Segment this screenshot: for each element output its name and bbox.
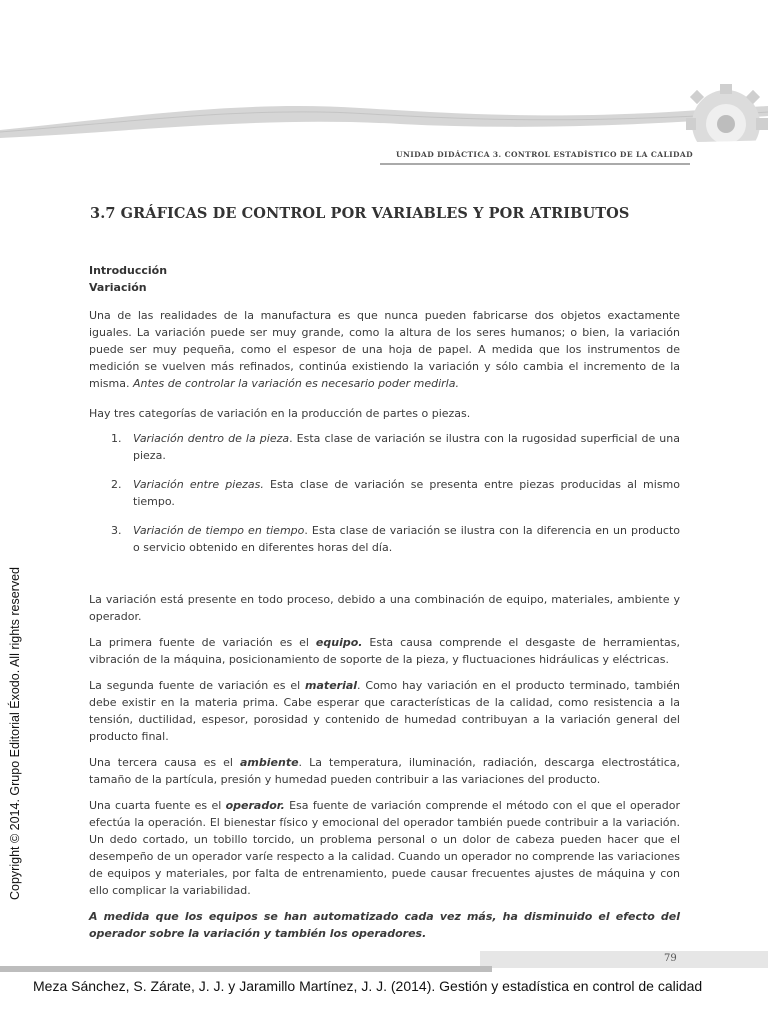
sources-intro: La variación está presente en todo proceso, debido a una combinación de equipo, materiales, ambiente y operador. — [89, 593, 680, 623]
list-number: 2. — [111, 478, 122, 491]
category-term: Variación dentro de la pieza — [133, 432, 290, 445]
variation-categories-list — [89, 430, 680, 556]
footer-band — [480, 951, 768, 968]
source-paragraph-environment — [89, 754, 680, 788]
paragraph-variation-emphasis: Antes de controlar la variación es necesario poder medirla. — [132, 377, 459, 390]
source-term: operador. — [225, 799, 285, 812]
source-term: ambiente — [240, 756, 299, 769]
unit-header: UNIDAD DIDÁCTICA 3. CONTROL ESTADÍSTICO DE LA CALIDAD — [396, 150, 694, 159]
source-term: equipo. — [315, 636, 363, 649]
source-text: Una cuarta fuente es el — [89, 799, 226, 812]
category-term: Variación de tiempo en tiempo — [133, 524, 305, 537]
source-term: material — [305, 679, 358, 692]
list-number: 3. — [111, 524, 122, 537]
variation-heading: Variación — [89, 281, 147, 294]
conclusion-paragraph: A medida que los equipos se han automatizado cada vez más, ha disminuido el efecto del operador sobre la variación y también los operadores. — [89, 910, 680, 940]
page-number: 79 — [664, 953, 677, 964]
category-term: Variación entre piezas. — [133, 478, 264, 491]
source-text: . Como hay variación en el producto terminado, también debe existir en la materia prima. Cabe esperar que características de la calidad, como resistencia a la tensión, ductilidad, espesor, porosidad y contenido de humedad contribuyan a la variación general del producto final. — [89, 679, 680, 743]
list-item — [89, 476, 680, 510]
list-item — [89, 430, 680, 464]
main-content — [89, 262, 680, 942]
copyright-notice: Copyright © 2014. Grupo Editorial Éxodo. All rights reserved — [8, 567, 22, 900]
list-number: 1. — [111, 432, 122, 445]
footer-rule — [0, 966, 492, 972]
intro-heading: Introducción — [89, 264, 168, 277]
source-text: La primera fuente de variación es el — [89, 636, 316, 649]
category-text: . Esta clase de variación se ilustra con la diferencia en un producto o servicio obtenido en diferentes horas del día. — [133, 524, 681, 554]
source-text: Esa fuente de variación comprende el método con el que el operador efectúa la operación. El bienestar físico y emocional del operador también puede contribuir a la variación. Un dedo cortado, un tobillo torcido, un problema personal o un dolor de cabeza pueden hacer que el desempeño de un operador varíe respecto a la calidad. Cuando un operador no comprende las variaciones de equipos y materiales, por falta de entrenamiento, puede causar frecuentes ajustes de máquina y con ello complicar la variabilidad. — [89, 799, 680, 897]
category-text: . Esta clase de variación se ilustra con la rugosidad superficial de una pieza. — [133, 432, 680, 462]
source-text: La segunda fuente de variación es el — [89, 679, 306, 692]
source-paragraph-operator — [89, 797, 680, 899]
source-text: . La temperatura, iluminación, radiación, descarga electrostática, tamaño de la partícula, presión y humedad pueden contribuir a las variaciones del producto. — [89, 756, 680, 786]
source-paragraph-equipment — [89, 634, 680, 668]
source-text: Una tercera causa es el — [89, 756, 240, 769]
paragraph-variation-text: Una de las realidades de la manufactura es que nunca pueden fabricarse dos objetos exactamente iguales. La variación puede ser muy grande, como la altura de los seres humanos; o bien, la variación puede ser muy pequeña, como el espesor de una hoja de papel. A medida que los instrumentos de medición se vuelven más refinados, continúa existiendo la variación y sólo cambia el incremento de la misma. — [89, 309, 680, 390]
section-title: 3.7 GRÁFICAS DE CONTROL POR VARIABLES Y POR ATRIBUTOS — [90, 205, 630, 222]
categories-intro: Hay tres categorías de variación en la producción de partes o piezas. — [89, 407, 471, 420]
citation-footer: Meza Sánchez, S. Zárate, J. J. y Jaramillo Martínez, J. J. (2014). Gestión y estadística en control de calidad — [33, 978, 703, 994]
paragraph-variation — [89, 307, 680, 392]
source-text: Esta causa comprende el desgaste de herramientas, vibración de la máquina, posicionamiento de soporte de la pieza, y fluctuaciones hidráulicas y eléctricas. — [89, 636, 680, 666]
category-text: Esta clase de variación se presenta entre piezas producidas al mismo tiempo. — [133, 478, 681, 508]
list-item — [89, 522, 680, 556]
source-paragraph-material — [89, 677, 680, 745]
